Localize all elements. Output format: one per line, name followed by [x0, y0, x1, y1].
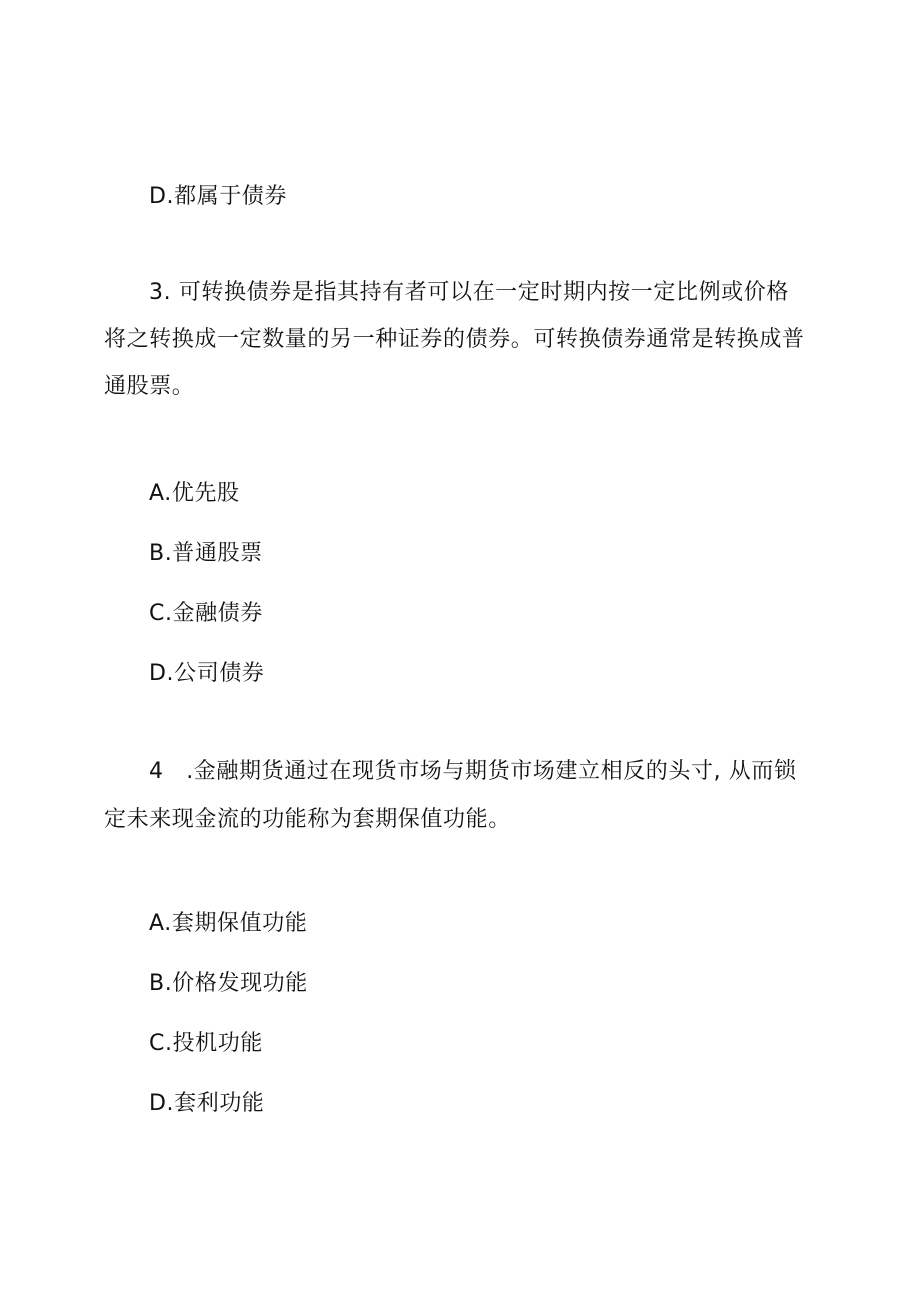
previous-question-option-d: D.都属于债券 [149, 184, 288, 209]
question-3-option-b: B.普通股票 [149, 541, 263, 566]
question-4-option-b: B.价格发现功能 [149, 971, 308, 996]
question-3-stem-line-1: 3. 可转换债券是指其持有者可以在一定时期内按一定比例或价格 [149, 280, 789, 305]
question-4-option-a: A.套期保值功能 [149, 911, 308, 936]
question-3-option-c: C.金融债券 [149, 601, 263, 626]
question-4-stem-line-2: 定未来现金流的功能称为套期保值功能。 [104, 807, 511, 832]
question-4-option-c: C.投机功能 [149, 1031, 263, 1056]
question-3-stem-line-3: 通股票。 [104, 374, 195, 399]
question-3-option-d: D.公司债券 [149, 661, 265, 686]
question-3-option-a: A.优先股 [149, 481, 240, 506]
question-3-stem-line-2: 将之转换成一定数量的另一种证券的债券。可转换债券通常是转换成普 [104, 327, 805, 352]
question-4-stem-line-1: 4 .金融期货通过在现货市场与期货市场建立相反的头寸, 从而锁 [149, 759, 797, 784]
question-4-option-d: D.套利功能 [149, 1091, 265, 1116]
